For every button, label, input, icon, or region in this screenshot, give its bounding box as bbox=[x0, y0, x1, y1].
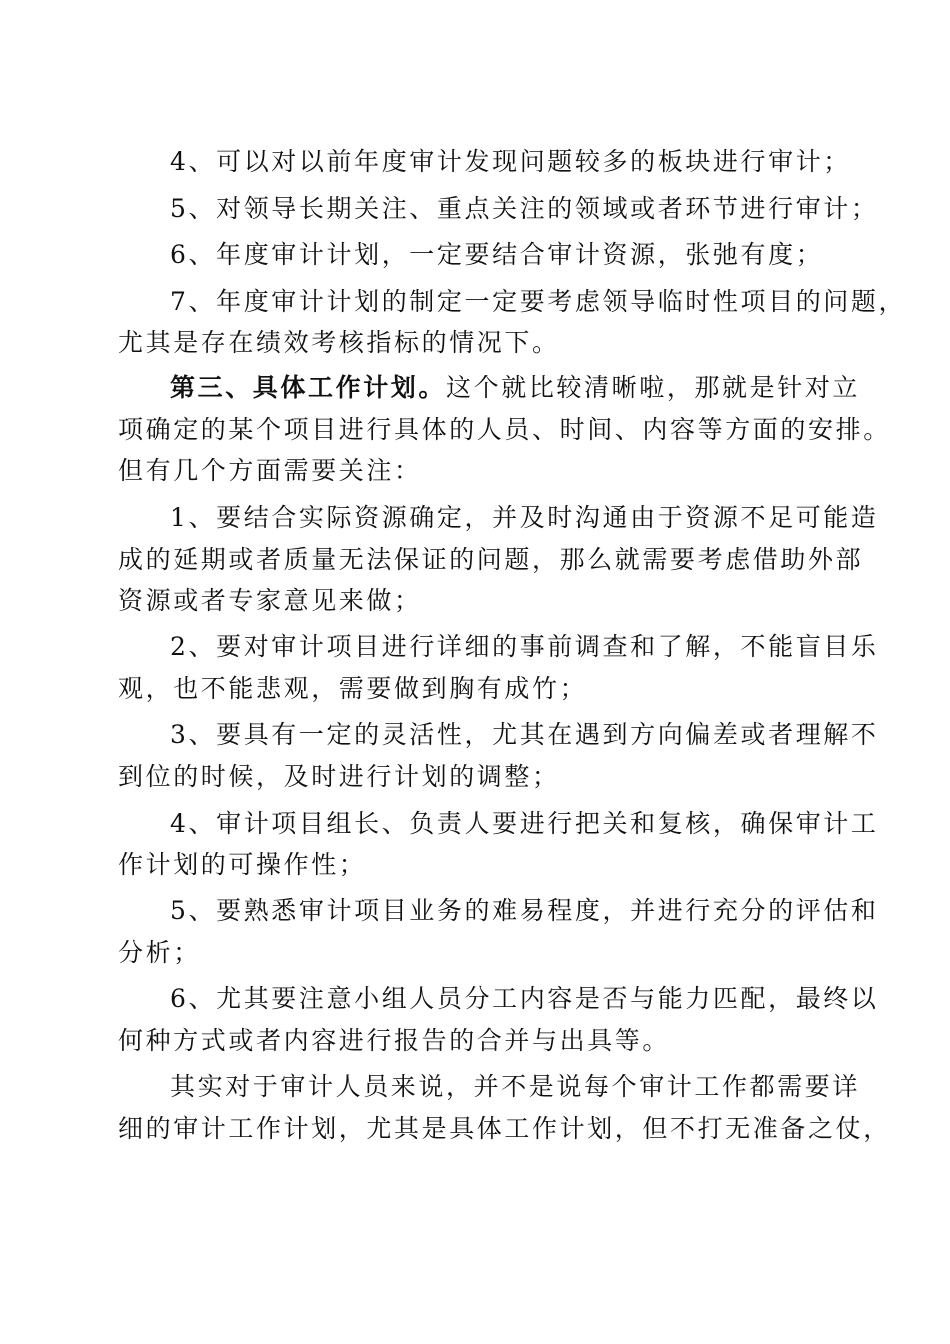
list-item-plan-5-cont: 分析； bbox=[118, 938, 201, 967]
list-item-annual-5: 5、对领导长期关注、重点关注的领域或者环节进行审计； bbox=[170, 194, 879, 223]
list-item-plan-3-cont: 到位的时候，及时进行计划的调整； bbox=[118, 762, 560, 791]
list-item-plan-1-cont: 成的延期或者质量无法保证的问题，那么就需要考虑借助外部 bbox=[118, 545, 864, 574]
list-item-plan-4: 4、审计项目组长、负责人要进行把关和复核，确保审计工 bbox=[170, 809, 879, 838]
closing-paragraph: 其实对于审计人员来说，并不是说每个审计工作都需要详 bbox=[170, 1072, 861, 1101]
list-item-annual-7-cont: 尤其是存在绩效考核指标的情况下。 bbox=[118, 328, 560, 357]
list-item-annual-4: 4、可以对以前年度审计发现问题较多的板块进行审计； bbox=[170, 147, 851, 176]
paragraph-line: 但有几个方面需要关注： bbox=[118, 456, 422, 485]
list-item-plan-3: 3、要具有一定的灵活性，尤其在遇到方向偏差或者理解不 bbox=[170, 720, 879, 749]
list-item-plan-1-cont: 资源或者专家意见来做； bbox=[118, 586, 422, 615]
list-item-plan-2-cont: 观，也不能悲观，需要做到胸有成竹； bbox=[118, 674, 588, 703]
section-three-paragraph bbox=[0, 368, 950, 408]
list-item-plan-6-cont: 何种方式或者内容进行报告的合并与出具等。 bbox=[118, 1026, 671, 1055]
section-three-intro: 这个就比较清晰啦，那就是针对立 bbox=[446, 373, 861, 402]
paragraph-line: 项确定的某个项目进行具体的人员、时间、内容等方面的安排。 bbox=[118, 415, 891, 444]
closing-paragraph-cont: 细的审计工作计划，尤其是具体工作计划，但不打无准备之仗， bbox=[118, 1114, 891, 1143]
list-item-annual-6: 6、年度审计计划，一定要结合审计资源，张弛有度； bbox=[170, 240, 824, 269]
list-item-plan-5: 5、要熟悉审计项目业务的难易程度，并进行充分的评估和 bbox=[170, 896, 879, 925]
list-item-plan-2: 2、要对审计项目进行详细的事前调查和了解，不能盲目乐 bbox=[170, 632, 879, 661]
list-item-plan-6: 6、尤其要注意小组人员分工内容是否与能力匹配，最终以 bbox=[170, 984, 879, 1013]
section-three-heading: 第三、具体工作计划。 bbox=[170, 373, 447, 402]
list-item-annual-7: 7、年度审计计划的制定一定要考虑领导临时性项目的问题， bbox=[170, 287, 907, 316]
list-item-plan-4-cont: 作计划的可操作性； bbox=[118, 850, 367, 879]
list-item-plan-1: 1、要结合实际资源确定，并及时沟通由于资源不足可能造 bbox=[170, 503, 879, 532]
